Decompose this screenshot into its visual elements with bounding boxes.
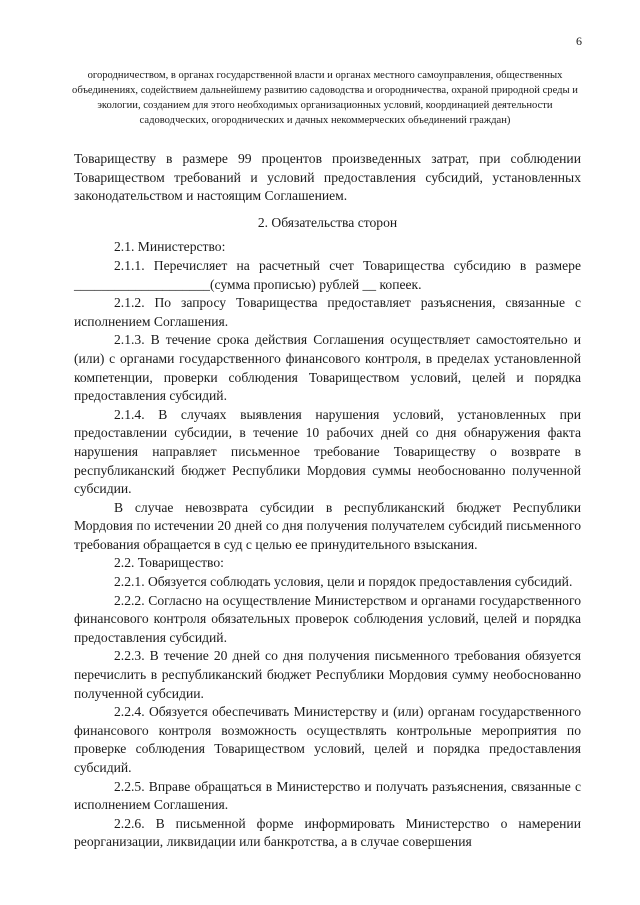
intro-paragraph: Товариществу в размере 99 процентов произведенных затрат, при соблюдении Товариществом требований и условий предоставления субсидий, установленных законодательством и настоящим Соглашением. xyxy=(74,151,581,204)
paragraph: 2.1.4. В случаях выявления нарушения условий, установленных при предоставлении субсидии, в течение 10 рабочих дней со дня обнаружения факта нарушения направляет письменное требование Товариществу о возврате в республиканский бюджет Республики Мордовия суммы необоснованно полученной субсидии. xyxy=(74,406,581,497)
footnote-text: огородничеством, в органах государственной власти и органах местного самоуправления, общественных объединениях, содействием дальнейшему развитию садоводства и огородничества, охраной природной среды и экологии, созданием для этого необходимых организационных условий, координацией деятельности садоводческих, огороднических и дачных некоммерческих объединений граждан) xyxy=(72,70,578,126)
paragraph: 2.2. Товарищество: xyxy=(114,555,224,571)
section-title: 2. Обязательства сторон xyxy=(257,214,398,230)
main-text xyxy=(74,150,581,852)
paragraph: 2.1. Министерство: xyxy=(114,239,226,255)
paragraph: В случае невозврата субсидии в республиканский бюджет Республики Мордовия по истечении 20 дней со дня получения получателем субсидий письменного требования обращается в суд с целью ее принудительного взыскания. xyxy=(74,499,581,552)
paragraph: 2.2.1. Обязуется соблюдать условия, цели и порядок предоставления субсидий. xyxy=(114,574,573,590)
paragraph: 2.2.4. Обязуется обеспечивать Министерству и (или) органам государственного финансового контроля возможность осуществлять контрольные мероприятия по проверке соблюдения Товариществом условий, целей и порядка предоставления субсидий. xyxy=(74,704,581,775)
paragraph: 2.2.6. В письменной форме информировать Министерство о намерении реорганизации, ликвидации или банкротства, а в случае совершения xyxy=(74,815,581,850)
paragraph: 2.1.3. В течение срока действия Соглашения осуществляет самостоятельно и (или) с органами государственного финансового контроля, в пределах установленной компетенции, проверки соблюдения Товариществом условий, целей и порядка предоставления субсидий. xyxy=(74,332,581,404)
paragraph: 2.1.1. Перечисляет на расчетный счет Товарищества субсидию в размере ____________________(сумма прописью) рублей __ копеек. xyxy=(74,257,581,292)
paragraph: 2.2.3. В течение 20 дней со дня получения письменного требования обязуется перечислить в республиканский бюджет Республики Мордовия сумму необоснованно полученной субсидии. xyxy=(74,648,581,701)
paragraph: 2.2.2. Согласно на осуществление Министерством и органами государственного финансового контроля обязательных проверок соблюдения условий, целей и порядка предоставления субсидий. xyxy=(74,592,581,645)
paragraph: 2.2.5. Вправе обращаться в Министерство и получать разъяснения, связанные с исполнением Соглашения. xyxy=(74,778,581,813)
page-number: 6 xyxy=(576,34,582,48)
paragraph: 2.1.2. По запросу Товарищества предоставляет разъяснения, связанные с исполнением Соглашения. xyxy=(74,295,581,329)
